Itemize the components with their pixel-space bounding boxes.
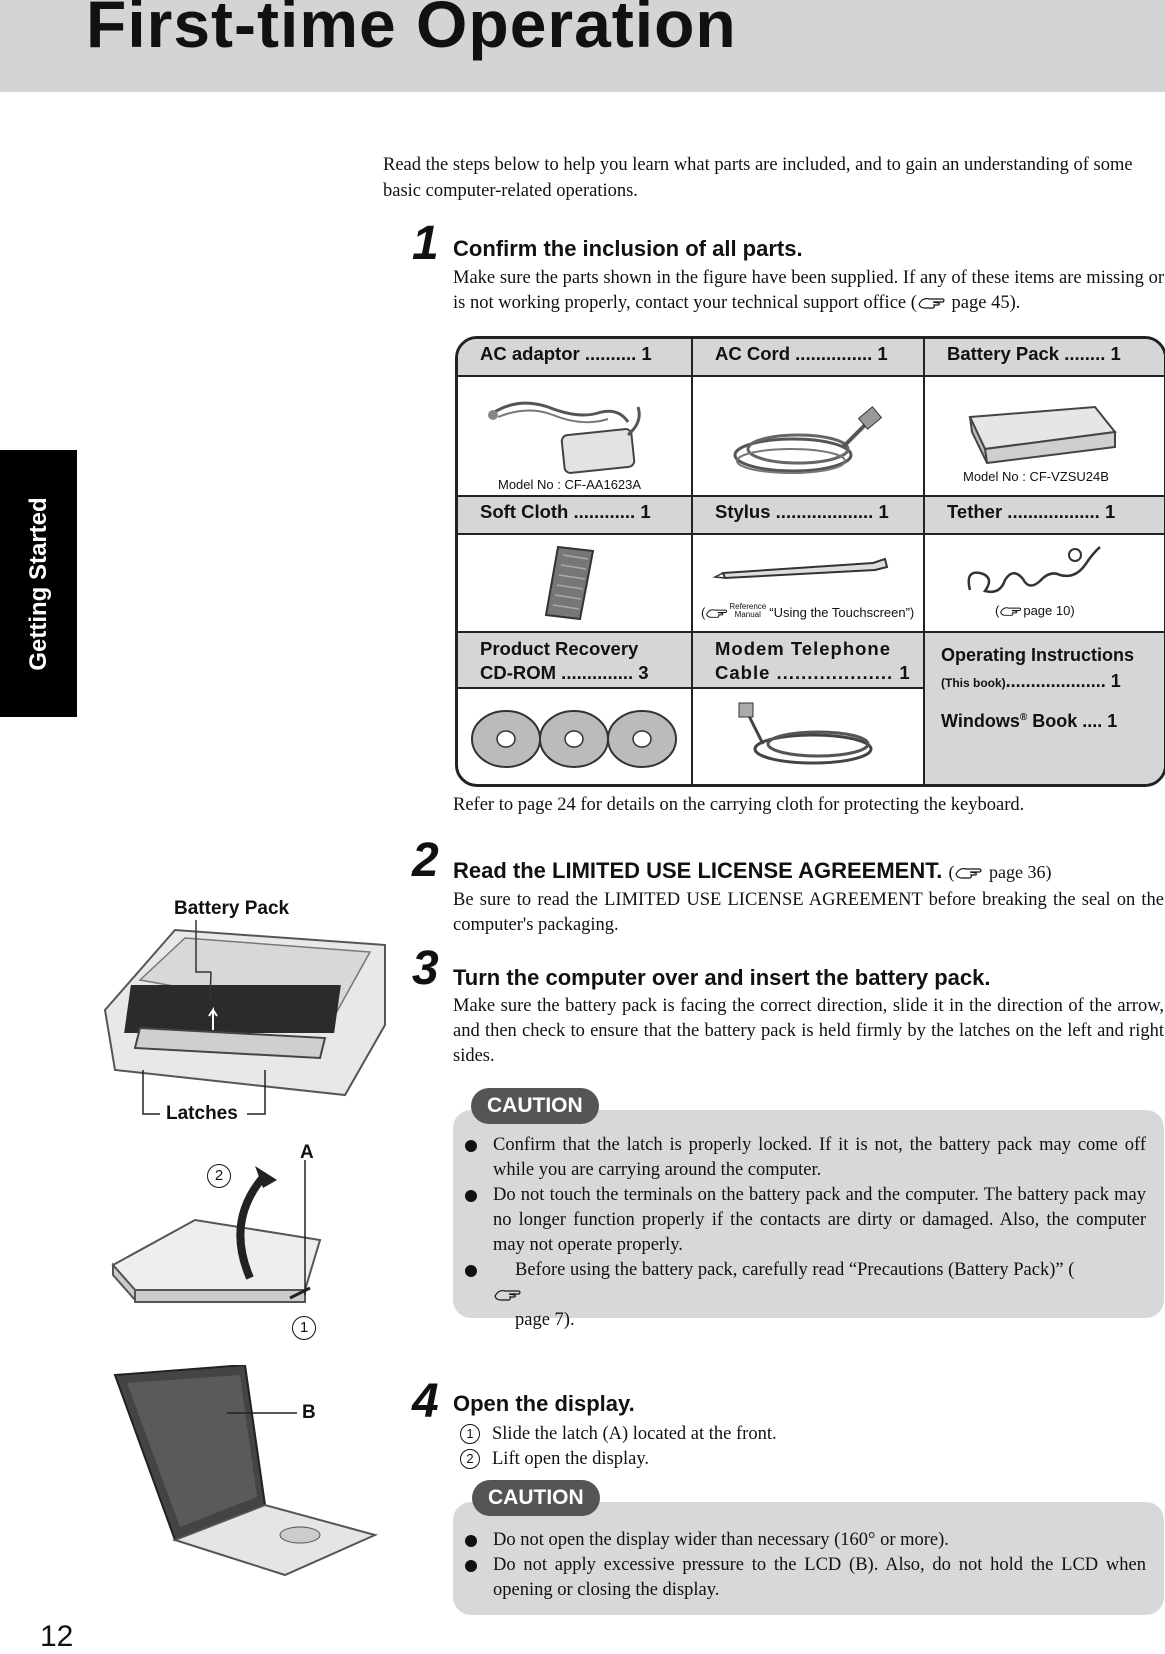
section-tab bbox=[0, 450, 77, 717]
page-number: 12 bbox=[40, 1620, 74, 1653]
pointing-hand-icon bbox=[954, 864, 984, 880]
step-2-title-text: Read the LIMITED USE LICENSE AGREEMENT. bbox=[453, 858, 943, 883]
part-battery-pack: Battery Pack ........ 1 bbox=[925, 339, 1164, 377]
step-2-body: Be sure to read the LIMITED USE LICENSE AGREEMENT before breaking the seal on the computer's packaging. bbox=[453, 890, 1164, 935]
battery-image-cell bbox=[925, 377, 1164, 497]
recovery-line1: Product Recovery bbox=[480, 638, 639, 659]
caution-item-3-ref: page 7). bbox=[515, 1310, 575, 1330]
windows-book-a: Windows bbox=[941, 711, 1020, 731]
modem-line2: Cable ................... 1 bbox=[715, 662, 911, 683]
opinst-qty: .................... 1 bbox=[1005, 671, 1121, 691]
circled-step-2: 2 bbox=[207, 1164, 231, 1188]
modem-cable-image-cell bbox=[693, 689, 925, 784]
operating-instructions-qty bbox=[941, 671, 1121, 692]
battery-pack-model: Model No : CF-VZSU24B bbox=[963, 469, 1109, 484]
substep-text: Slide the latch (A) located at the front. bbox=[492, 1424, 777, 1444]
ac-adaptor-image-cell bbox=[458, 377, 693, 497]
part-modem-cable bbox=[693, 633, 925, 689]
pointing-hand-icon bbox=[493, 1286, 523, 1302]
pointing-hand-icon bbox=[917, 294, 947, 310]
soft-cloth-image-cell bbox=[458, 535, 693, 633]
cd-image-cell bbox=[458, 689, 693, 784]
step-1-page-ref: page 45). bbox=[951, 293, 1021, 313]
cd-rom-illustration bbox=[458, 689, 693, 781]
substep-text: Lift open the display. bbox=[492, 1449, 650, 1469]
step-3-number: 3 bbox=[412, 942, 439, 995]
caution-item bbox=[471, 1258, 1146, 1333]
caution-box-display bbox=[453, 1502, 1164, 1615]
caution-tag: CAUTION bbox=[472, 1480, 600, 1516]
part-tether: Tether .................. 1 bbox=[925, 497, 1164, 535]
step-4-substep-1 bbox=[460, 1424, 777, 1445]
stylus-ref-open: ( bbox=[701, 605, 706, 620]
tether-ref-text: page 10) bbox=[1023, 603, 1075, 618]
part-recovery-cd bbox=[458, 633, 693, 689]
step-2-ref-page: page 36) bbox=[988, 862, 1052, 882]
pointing-hand-icon bbox=[705, 606, 729, 619]
step-3-title: Turn the computer over and insert the battery pack. bbox=[453, 965, 991, 990]
ref-manual-line2: Manual bbox=[734, 610, 761, 619]
part-stylus: Stylus ................... 1 bbox=[693, 497, 925, 535]
caution-item bbox=[471, 1183, 1146, 1258]
battery-pack-label: Battery Pack bbox=[174, 898, 290, 919]
tether-reference bbox=[995, 603, 1075, 618]
modem-cable-illustration bbox=[693, 689, 925, 781]
step-2-ref-open: ( bbox=[948, 862, 955, 882]
latches-label: Latches bbox=[166, 1103, 238, 1124]
latch-a-label: A bbox=[300, 1142, 314, 1163]
tether-image-cell bbox=[925, 535, 1164, 633]
part-ac-adaptor: AC adaptor .......... 1 bbox=[458, 339, 693, 377]
part-ac-cord: AC Cord ............... 1 bbox=[693, 339, 925, 377]
step-2-title bbox=[453, 858, 1051, 884]
step-1-title: Confirm the inclusion of all parts. bbox=[453, 236, 803, 261]
stylus-illustration bbox=[693, 535, 925, 595]
step-3-body: Make sure the battery pack is facing the correct direction, slide it in the direction of the arrow, and then check to ensure that the battery pack is held firmly by the latches on the left and right sides. bbox=[453, 996, 1164, 1066]
caution-box-battery bbox=[453, 1110, 1164, 1330]
caution-item-text: Confirm that the latch is properly locked. If it is not, the battery pack may come off while you are carrying around the computer. bbox=[493, 1135, 1146, 1180]
page-title: First-time Operation bbox=[86, 0, 737, 61]
stylus-image-cell bbox=[693, 535, 925, 633]
windows-book-b: Book .... 1 bbox=[1027, 711, 1118, 731]
caution-item-text: Do not open the display wider than necessary (160° or more). bbox=[493, 1530, 949, 1550]
tether-illustration bbox=[925, 535, 1164, 605]
ac-cord-image-cell bbox=[693, 377, 925, 497]
intro-paragraph: Read the steps below to help you learn what parts are included, and to gain an understanding of some basic computer-related operations. bbox=[383, 155, 1133, 201]
this-book-note: (This book) bbox=[941, 676, 1006, 690]
parts-table bbox=[455, 336, 1165, 787]
ac-adaptor-model: Model No : CF-AA1623A bbox=[498, 477, 642, 492]
stylus-reference bbox=[701, 603, 914, 620]
part-soft-cloth: Soft Cloth ............ 1 bbox=[458, 497, 693, 535]
circled-number: 1 bbox=[460, 1424, 480, 1444]
step-4-substep-2 bbox=[460, 1449, 649, 1470]
caution-item-text: Do not apply excessive pressure to the LCD (B). Also, do not hold the LCD when opening or closing the display. bbox=[493, 1555, 1146, 1600]
tether-ref-open: ( bbox=[995, 603, 1000, 618]
caution-tag: CAUTION bbox=[471, 1088, 599, 1124]
carrying-cloth-note: Refer to page 24 for details on the carrying cloth for protecting the keyboard. bbox=[453, 795, 1025, 815]
reference-manual-badge bbox=[729, 603, 766, 619]
caution-item bbox=[471, 1528, 1146, 1553]
step-2-ref bbox=[948, 862, 1051, 882]
manuals-cell bbox=[925, 633, 1164, 784]
registered-mark: ® bbox=[1019, 712, 1028, 723]
step-1-number: 1 bbox=[412, 217, 439, 270]
step-1-body-text: Make sure the parts shown in the figure have been supplied. If any of these items are missing or is not working properly, contact your technical support office ( bbox=[453, 268, 1164, 313]
circled-number: 2 bbox=[460, 1449, 480, 1469]
open-display-illustration bbox=[105, 1365, 385, 1580]
step-4-number: 4 bbox=[412, 1375, 439, 1428]
part-operating-instructions: Operating Instructions bbox=[941, 645, 1135, 665]
caution-item bbox=[471, 1553, 1146, 1603]
ref-manual-line1: Reference bbox=[729, 602, 767, 611]
circled-step-1: 1 bbox=[292, 1316, 316, 1340]
step-1-body bbox=[453, 266, 1164, 316]
display-b-label: B bbox=[302, 1402, 316, 1423]
modem-line1: Modem Telephone bbox=[715, 638, 892, 659]
caution-item-text: Do not touch the terminals on the battery pack and the computer. The battery pack may no longer function properly if the contacts are dirty or damaged. Also, the computer may not operate properly. bbox=[493, 1185, 1146, 1255]
stylus-ref-text: “Using the Touchscreen”) bbox=[769, 605, 915, 620]
pointing-hand-icon bbox=[999, 604, 1023, 617]
open-latch-illustration bbox=[105, 1160, 345, 1340]
step-2-number: 2 bbox=[412, 834, 439, 887]
ac-cord-illustration bbox=[693, 377, 925, 495]
section-tab-label: Getting Started bbox=[24, 496, 52, 671]
step-4-title: Open the display. bbox=[453, 1391, 635, 1416]
recovery-line2: CD-ROM .............. 3 bbox=[480, 662, 649, 683]
caution-item-text bbox=[493, 1258, 1146, 1333]
caution-item-3-text: Before using the battery pack, carefully read “Precautions (Battery Pack)” ( bbox=[515, 1260, 1075, 1280]
part-windows-book bbox=[941, 711, 1117, 732]
soft-cloth-illustration bbox=[458, 535, 693, 631]
caution-item bbox=[471, 1133, 1146, 1183]
